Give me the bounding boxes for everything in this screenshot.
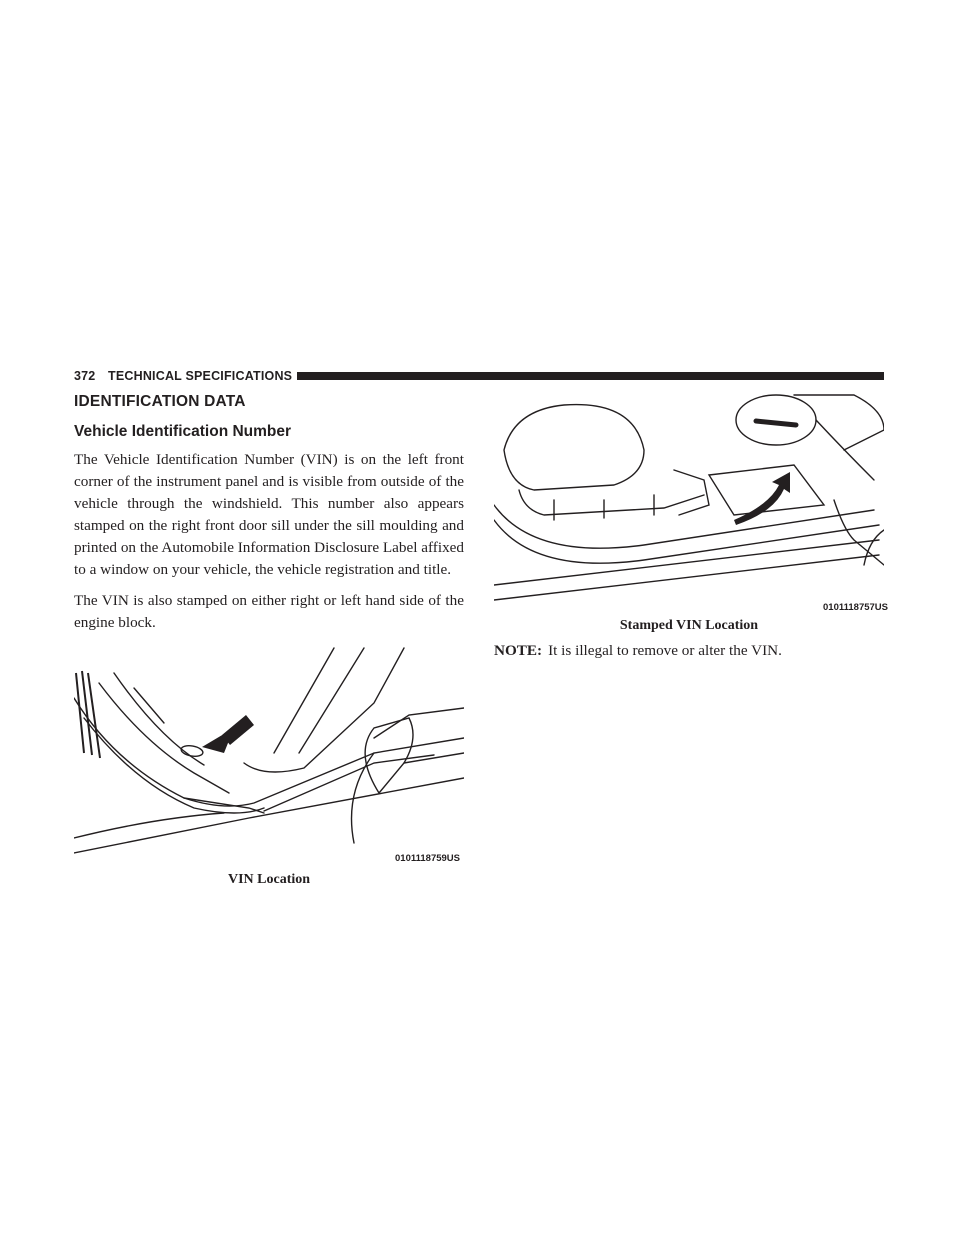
- page-title: IDENTIFICATION DATA: [74, 393, 246, 410]
- page-number: 372: [74, 369, 96, 383]
- paragraph-vin-location: The Vehicle Identification Number (VIN) is on the left front corner of the instrument panel and is visible from outside of the vehicle through the windshield. This number also appears stamped on the right front door sill under the sill moulding and printed on the Automobile Information Disclosure Label affixed to a window on your vehicle, the vehicle registration and title.: [74, 451, 464, 578]
- section-title: TECHNICAL SPECIFICATIONS: [108, 369, 293, 383]
- note: [494, 640, 884, 662]
- subsection-title: Vehicle Identification Number: [74, 423, 292, 440]
- note-label: NOTE:: [494, 642, 543, 659]
- note-text: It is illegal to remove or alter the VIN.: [548, 642, 782, 659]
- right-column: [494, 390, 888, 662]
- header-rule: [297, 372, 884, 380]
- figure-code: 0101118759US: [395, 853, 460, 864]
- vin-location-figure: [74, 643, 464, 888]
- figure-caption: Stamped VIN Location: [619, 618, 759, 633]
- stamped-vin-figure: [494, 390, 888, 634]
- page-header: [74, 368, 884, 386]
- figure-caption: VIN Location: [227, 872, 311, 887]
- left-column: [74, 393, 464, 888]
- figure-code: 0101118757US: [823, 602, 888, 613]
- windshield-illustration: [74, 643, 464, 868]
- paragraph-engine-block: The VIN is also stamped on either right or left hand side of the engine block.: [74, 592, 464, 631]
- door-sill-illustration: [494, 390, 884, 612]
